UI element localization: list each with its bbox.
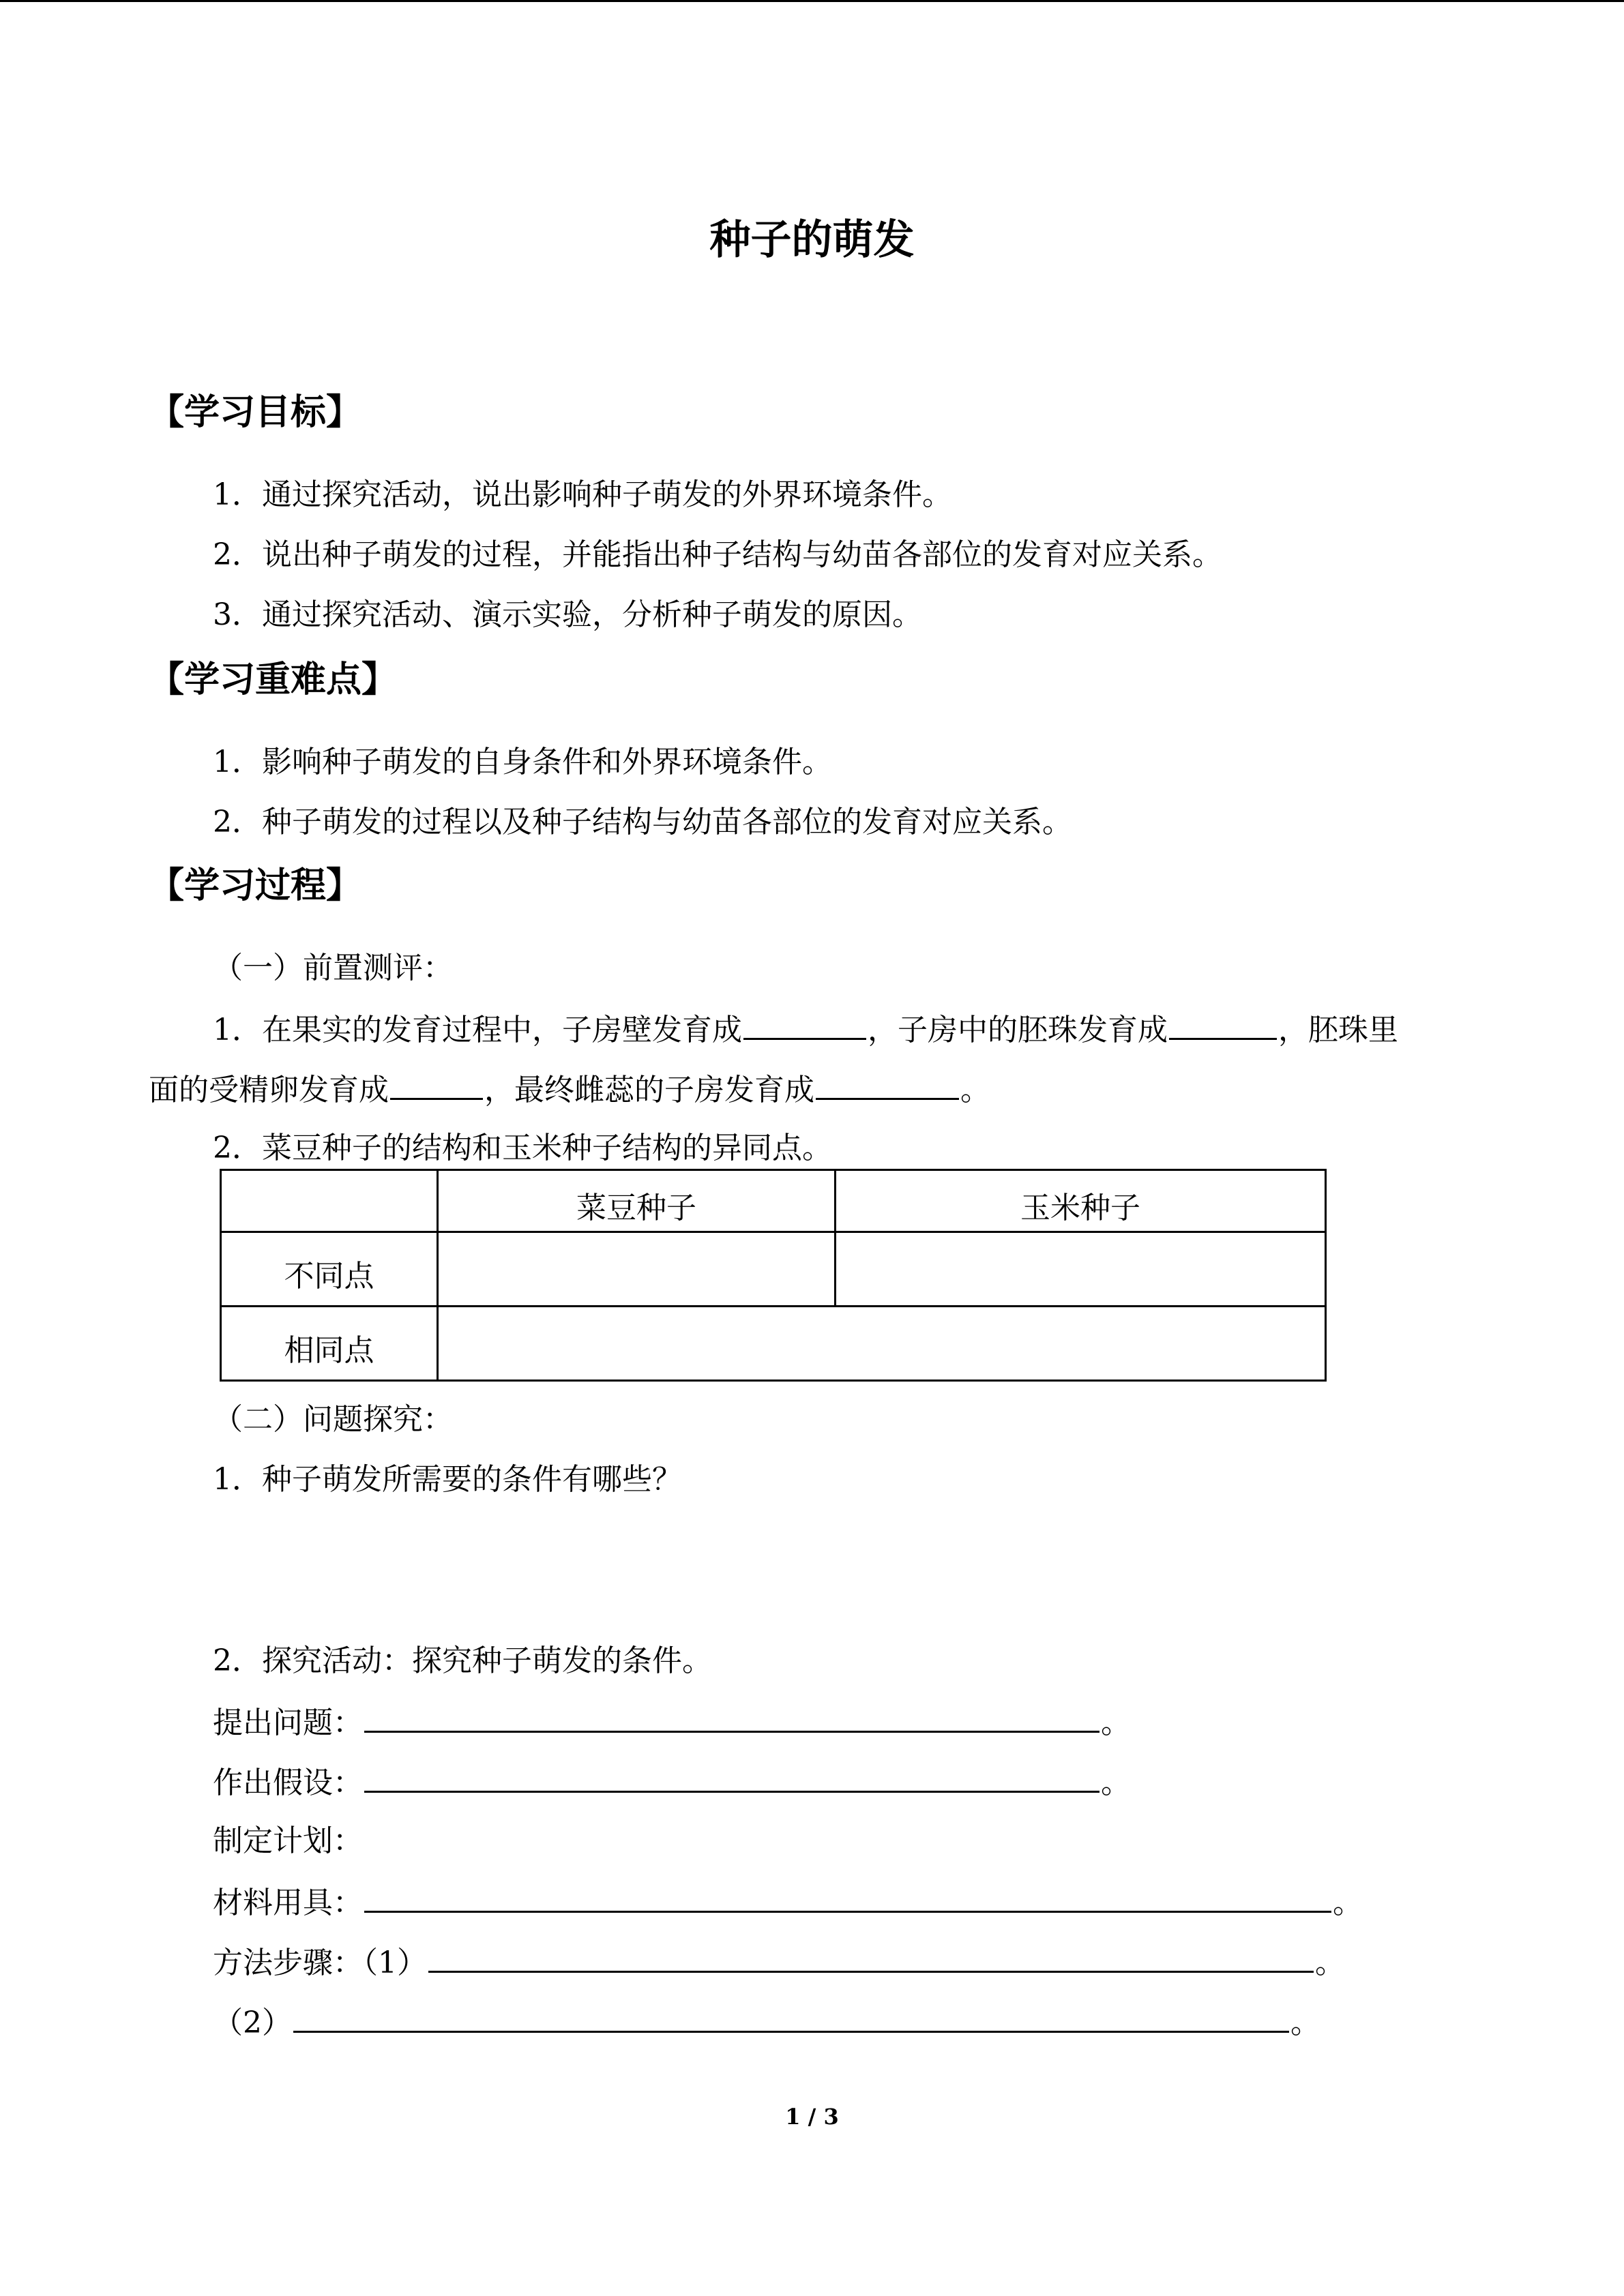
- answer-blank[interactable]: [390, 1068, 483, 1100]
- steps-label: 方法步骤：（1）: [213, 1945, 427, 1980]
- page-number: 1 / 3: [785, 2104, 839, 2130]
- answer-blank[interactable]: [364, 1761, 1099, 1793]
- table-row-label-diff: 不同点: [284, 1259, 374, 1294]
- hypothesis-row: [213, 1761, 1131, 1804]
- pretest-question-1-cont: [149, 1068, 990, 1111]
- objective-item: 1．通过探究活动，说出影响种子萌发的外界环境条件。: [213, 477, 952, 512]
- q1-text-b: ，子房中的胚珠发育成: [868, 1013, 1168, 1047]
- table-cell-corn-diff[interactable]: [836, 1233, 1325, 1305]
- period: 。: [1101, 1705, 1131, 1740]
- pretest-question-1: [213, 1008, 1398, 1051]
- materials-row: [213, 1881, 1363, 1924]
- q1-text-e: ，最终雌蕊的子房发育成: [484, 1073, 814, 1107]
- inquiry-question-2: 2．探究活动：探究种子萌发的条件。: [213, 1643, 712, 1678]
- section-heading-process: 【学习过程】: [149, 865, 362, 906]
- materials-label: 材料用具：: [213, 1885, 363, 1920]
- period: 。: [1315, 1945, 1345, 1980]
- keypoint-item: 2．种子萌发的过程以及种子结构与幼苗各部位的发育对应关系。: [213, 805, 1072, 839]
- q1-text-d: 面的受精卵发育成: [149, 1073, 389, 1107]
- table-cell-same[interactable]: [439, 1307, 1325, 1380]
- answer-blank[interactable]: [1169, 1008, 1277, 1040]
- ask-question-label: 提出问题：: [213, 1705, 363, 1740]
- page-title: 种子的萌发: [709, 216, 915, 264]
- answer-blank[interactable]: [428, 1941, 1314, 1973]
- objective-item: 2．说出种子萌发的过程，并能指出种子结构与幼苗各部位的发育对应关系。: [213, 537, 1222, 572]
- period: 。: [1333, 1885, 1363, 1920]
- hypothesis-label: 作出假设：: [213, 1765, 363, 1800]
- step-2-label: （2）: [213, 2006, 292, 2040]
- step-2-row: [213, 2001, 1320, 2044]
- period: 。: [1101, 1765, 1131, 1800]
- answer-blank[interactable]: [364, 1881, 1331, 1913]
- section-heading-keypoints: 【学习重难点】: [149, 659, 398, 700]
- pretest-label: （一）前置测评：: [213, 951, 453, 985]
- answer-area[interactable]: [213, 1507, 1441, 1623]
- table-row-label-same: 相同点: [284, 1333, 374, 1368]
- answer-blank[interactable]: [293, 2001, 1289, 2033]
- answer-blank[interactable]: [816, 1068, 959, 1100]
- q1-text-f: 。: [960, 1073, 990, 1107]
- steps-row: [213, 1941, 1345, 1984]
- table-header-corn: 玉米种子: [1020, 1191, 1140, 1225]
- inquiry-label: （二）问题探究：: [213, 1402, 453, 1437]
- plan-label: 制定计划：: [213, 1823, 363, 1858]
- ask-question-row: [213, 1701, 1131, 1744]
- answer-blank[interactable]: [743, 1008, 866, 1040]
- table-border: [220, 1169, 1327, 1171]
- period: 。: [1290, 2006, 1320, 2040]
- table-cell-bean-diff[interactable]: [439, 1233, 834, 1305]
- top-border: [0, 0, 1624, 2]
- answer-blank[interactable]: [364, 1701, 1099, 1733]
- q1-text-c: ，胚珠里: [1278, 1013, 1398, 1047]
- table-border: [1325, 1169, 1327, 1382]
- table-header-bean: 菜豆种子: [576, 1191, 696, 1225]
- pretest-question-2: 2．菜豆种子的结构和玉米种子结构的异同点。: [213, 1131, 832, 1165]
- objective-item: 3．通过探究活动、演示实验，分析种子萌发的原因。: [213, 597, 922, 632]
- inquiry-question-1: 1．种子萌发所需要的条件有哪些？: [213, 1462, 682, 1497]
- section-heading-objectives: 【学习目标】: [149, 392, 362, 433]
- table-border: [220, 1380, 1327, 1382]
- keypoint-item: 1．影响种子萌发的自身条件和外界环境条件。: [213, 745, 832, 779]
- q1-text-a: 1．在果实的发育过程中，子房壁发育成: [213, 1013, 742, 1047]
